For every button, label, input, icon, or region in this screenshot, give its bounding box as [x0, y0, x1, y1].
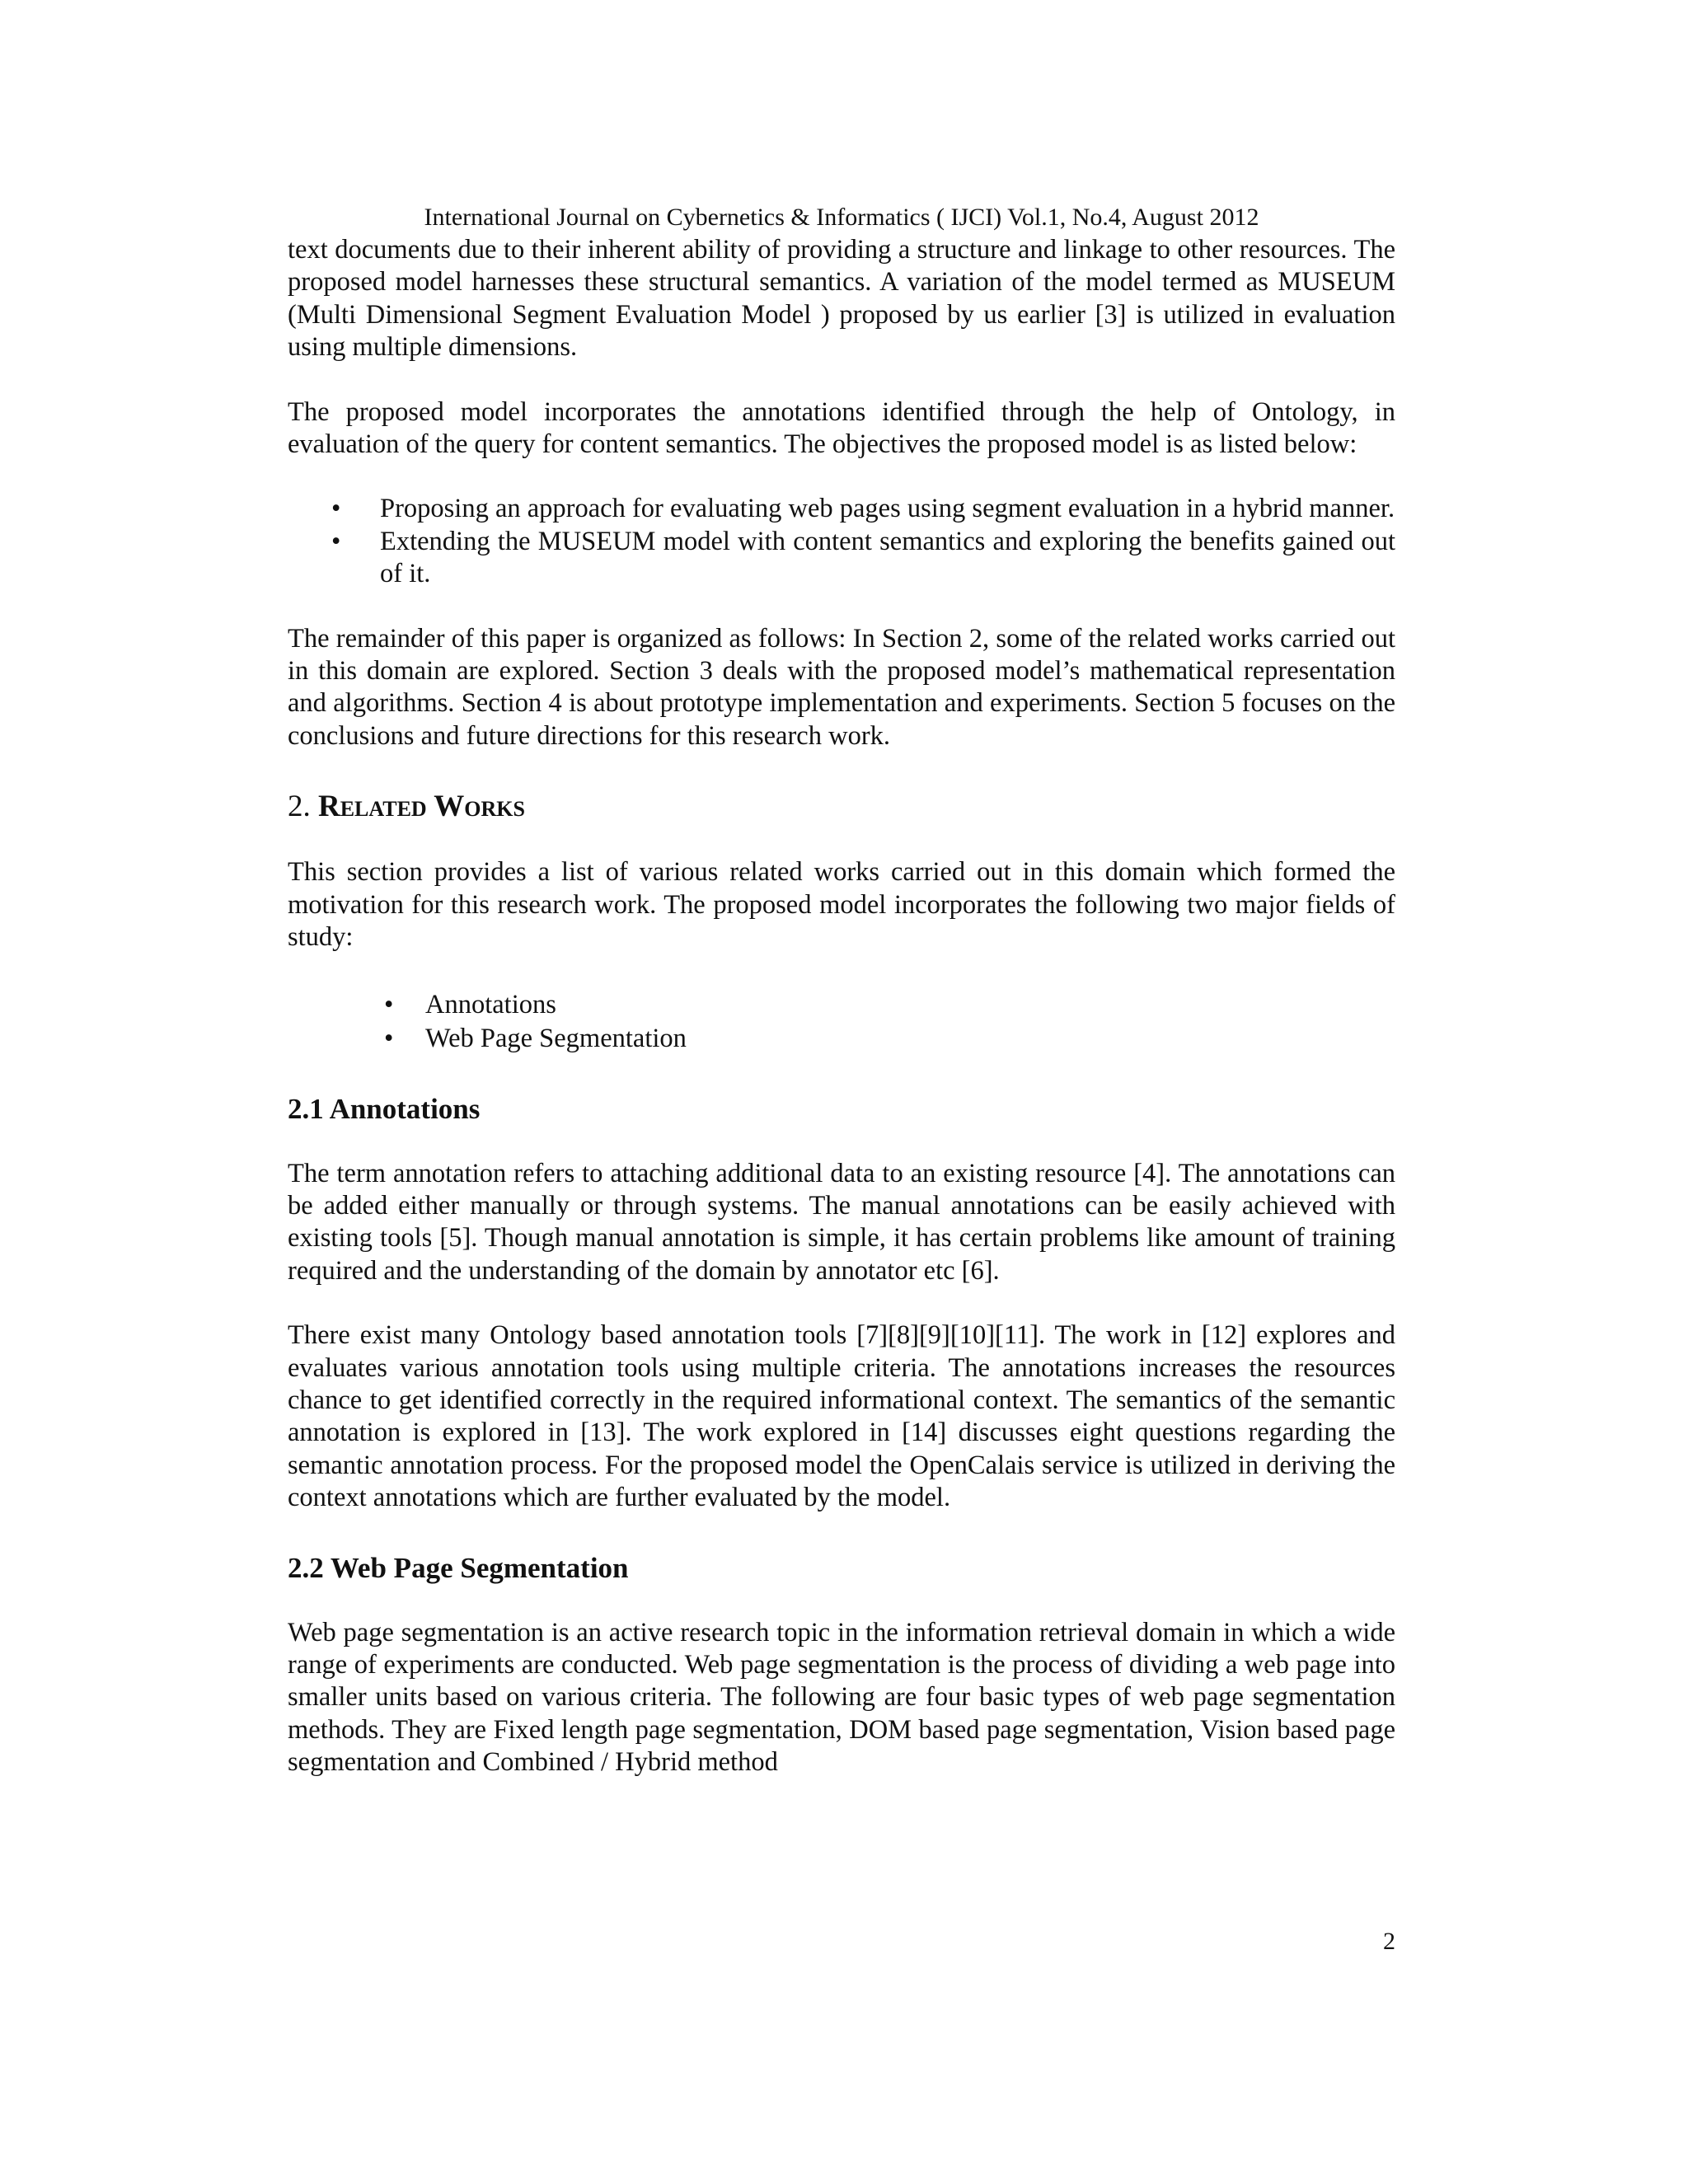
bullet-icon: •: [384, 989, 394, 1019]
bullet-icon: •: [384, 1023, 394, 1053]
list-item: [288, 493, 1395, 525]
objective-text: Extending the MUSEUM model with content semantics and exploring the benefits gained out of it.: [380, 526, 1395, 589]
subsection-heading-web-page-segmentation: 2.2 Web Page Segmentation: [288, 1551, 629, 1584]
related-works-intro-paragraph: This section provides a list of various related works carried out in this domain which formed the motivation for this research work. The proposed model incorporates the following two major fields of study:: [288, 857, 1395, 953]
section-title: Related Works: [318, 790, 525, 824]
list-item: [288, 526, 1395, 591]
objective-text: Proposing an approach for evaluating web pages using segment evaluation in a hybrid manner.: [380, 494, 1395, 524]
annotations-paragraph-1: The term annotation refers to attaching additional data to an existing resource [4]. The annotations can be added either manually or through systems. The manual annotations can be easily achieved with existing tools [5]. Though manual annotation is simple, it has certain problems like amount of training required and the understanding of the domain by annotator etc [6].: [288, 1158, 1395, 1286]
objectives-intro-paragraph: The proposed model incorporates the annotations identified through the help of Ontology, in evaluation of the query for content semantics. The objectives the proposed model is as listed below:: [288, 396, 1395, 460]
intro-continuation-paragraph: text documents due to their inherent ability of providing a structure and linkage to other resources. The proposed model harnesses these structural semantics. A variation of the model termed as MUSEUM (Multi Dimensional Segment Evaluation Model ) proposed by us earlier [3] is utilized in evaluation using multiple dimensions.: [288, 235, 1395, 363]
section-number: 2.: [288, 790, 318, 824]
subsection-heading-annotations: 2.1 Annotations: [288, 1092, 481, 1125]
page-number: 2: [1383, 1928, 1395, 1955]
section-heading-related-works: [288, 789, 1395, 825]
field-text: Annotations: [425, 989, 556, 1019]
paper-page: [288, 0, 1395, 2184]
running-header: International Journal on Cybernetics & Informatics ( IJCI) Vol.1, No.4, August 2012: [424, 204, 1259, 231]
field-text: Web Page Segmentation: [425, 1023, 687, 1053]
bullet-icon: •: [331, 526, 341, 556]
annotations-paragraph-2: There exist many Ontology based annotation tools [7][8][9][10][11]. The work in [12] explores and evaluates various annotation tools using multiple criteria. The annotations increases the resources chance to get identified correctly in the required informational context. The semantics of the semantic annotation is explored in [13]. The work explored in [14] discusses eight questions regarding the semantic annotation process. For the proposed model the OpenCalais service is utilized in deriving the context annotations which are further evaluated by the model.: [288, 1320, 1395, 1513]
list-item: [288, 1022, 1395, 1056]
bullet-icon: •: [331, 494, 341, 524]
body-text: [288, 234, 1395, 1779]
fields-of-study-list: [288, 988, 1395, 1056]
paper-organization-paragraph: The remainder of this paper is organized as follows: In Section 2, some of the related works carried out in this domain are explored. Section 3 deals with the proposed model’s mathematical representation and algorithms. Section 4 is about prototype implementation and experiments. Section 5 focuses on the conclusions and future directions for this research work.: [288, 623, 1395, 751]
objectives-list: [288, 493, 1395, 590]
list-item: [288, 988, 1395, 1022]
segmentation-paragraph-1: Web page segmentation is an active research topic in the information retrieval domain in which a wide range of experiments are conducted. Web page segmentation is the process of dividing a web page into smaller units based on various criteria. The following are four basic types of web page segmentation methods. They are Fixed length page segmentation, DOM based page segmentation, Vision based page segmentation and Combined / Hybrid method: [288, 1617, 1395, 1778]
